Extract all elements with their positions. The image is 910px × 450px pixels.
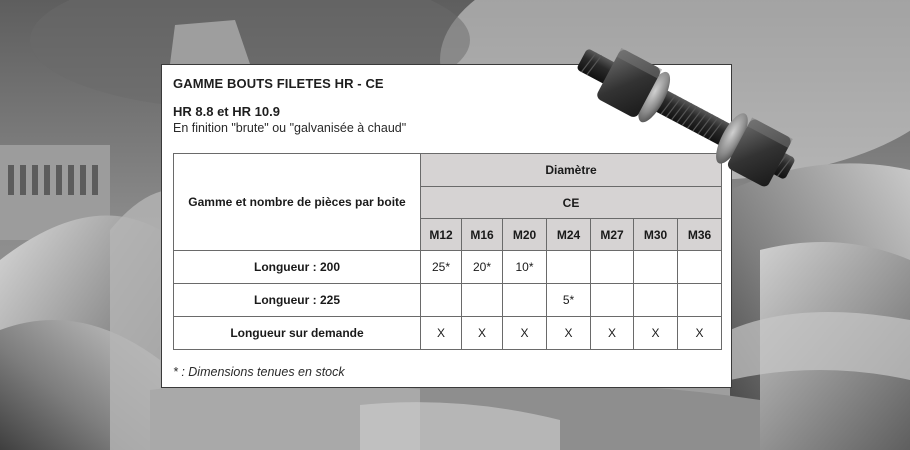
table-cell: [462, 284, 503, 317]
card-title: GAMME BOUTS FILETES HR - CE: [173, 76, 384, 91]
ce-header: CE: [421, 187, 722, 219]
table-cell: 25*: [421, 251, 462, 284]
column-header: M30: [634, 219, 678, 251]
row-label: Longueur : 225: [174, 284, 421, 317]
column-header: M12: [421, 219, 462, 251]
range-header-cell: Gamme et nombre de pièces par boite: [174, 154, 421, 251]
row-label: Longueur : 200: [174, 251, 421, 284]
table-cell: [634, 251, 678, 284]
table-cell: [503, 284, 547, 317]
table-cell: [634, 284, 678, 317]
table-cell: 10*: [503, 251, 547, 284]
column-header: M24: [547, 219, 591, 251]
column-header: M16: [462, 219, 503, 251]
table-cell: [678, 251, 722, 284]
table-row: [174, 284, 722, 317]
table-row: [174, 251, 722, 284]
threaded-rod-image: [558, 36, 814, 192]
column-header: M20: [503, 219, 547, 251]
column-header: M27: [591, 219, 634, 251]
column-header: M36: [678, 219, 722, 251]
table-cell: X: [462, 317, 503, 350]
table-cell: X: [678, 317, 722, 350]
table-cell: [591, 251, 634, 284]
table-cell: X: [421, 317, 462, 350]
table-cell: [591, 284, 634, 317]
table-cell: X: [503, 317, 547, 350]
finish-description: En finition "brute" ou "galvanisée à chaud": [173, 121, 407, 135]
table-cell: 5*: [547, 284, 591, 317]
grade-subtitle: HR 8.8 et HR 10.9: [173, 104, 280, 119]
table-cell: X: [591, 317, 634, 350]
table-cell: [421, 284, 462, 317]
table-cell: [547, 251, 591, 284]
row-label: Longueur sur demande: [174, 317, 421, 350]
stock-footnote: * : Dimensions tenues en stock: [173, 365, 345, 379]
diameter-header: Diamètre: [421, 154, 722, 187]
table-row: [174, 317, 722, 350]
table-cell: X: [547, 317, 591, 350]
table-cell: X: [634, 317, 678, 350]
table-cell: [678, 284, 722, 317]
table-cell: 20*: [462, 251, 503, 284]
